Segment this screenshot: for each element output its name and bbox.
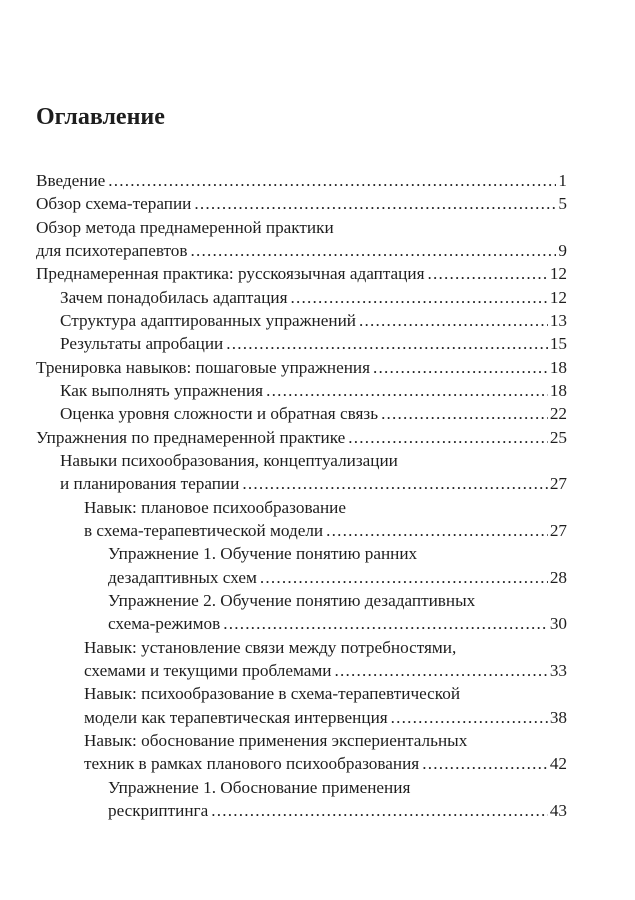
- dot-leader: [191, 239, 557, 262]
- toc-entry-title: Обзор схема-терапии: [36, 194, 192, 214]
- toc-entry[interactable]: [36, 402, 567, 425]
- toc-entry[interactable]: [36, 589, 567, 636]
- toc-page-number: 27: [549, 474, 567, 494]
- dot-leader: [266, 379, 548, 402]
- dot-leader: [108, 169, 556, 192]
- toc-page-number: 43: [549, 800, 567, 820]
- toc-entry-title: Введение: [36, 171, 106, 190]
- toc-entry-line: [84, 682, 567, 705]
- dot-leader: [194, 192, 556, 215]
- dot-leader: [359, 309, 548, 332]
- toc-entry[interactable]: [36, 309, 567, 332]
- toc-entry-line: [84, 496, 567, 519]
- toc-entry-line: [108, 776, 567, 799]
- toc-entry-line: [36, 169, 567, 192]
- toc-entry-title: Упражнение 1. Обоснование применения: [108, 777, 411, 797]
- dot-leader: [226, 332, 548, 355]
- toc-entry-title: Результаты апробации: [60, 334, 224, 354]
- toc-entry[interactable]: [36, 332, 567, 355]
- toc-entry-line: [36, 192, 567, 215]
- toc-entry-title: Оценка уровня сложности и обратная связь: [60, 404, 379, 424]
- toc-entry-title: Навык: плановое психообразование: [84, 497, 346, 517]
- toc-entry[interactable]: [36, 192, 567, 215]
- toc-entry-title: Обзор метода преднамеренной практики: [36, 217, 334, 237]
- dot-leader: [260, 566, 548, 589]
- dot-leader: [223, 612, 548, 635]
- toc-entry[interactable]: [36, 496, 567, 543]
- toc-entry[interactable]: [36, 636, 567, 683]
- toc-page-number: 25: [549, 427, 567, 447]
- dot-leader: [373, 356, 548, 379]
- toc-entry-line: [84, 636, 567, 659]
- toc-page-number: 38: [549, 707, 567, 727]
- dot-leader: [326, 519, 548, 542]
- toc-page-number: 9: [558, 240, 567, 260]
- toc-entry-title: Структура адаптированных упражнений: [60, 310, 356, 330]
- page-title: Оглавление: [36, 104, 165, 130]
- toc-entry-title: Навык: психообразование в схема-терапевтической: [84, 684, 461, 704]
- dot-leader: [381, 402, 548, 425]
- dot-leader: [242, 472, 547, 495]
- toc-entry[interactable]: [36, 216, 567, 263]
- dot-leader: [391, 706, 548, 729]
- toc-entry[interactable]: [36, 729, 567, 776]
- toc-entry-line: [60, 286, 567, 309]
- toc-entry-line: [36, 239, 567, 262]
- dot-leader: [427, 262, 547, 285]
- toc-page-number: 42: [549, 754, 567, 774]
- toc-entry-title: техник в рамках планового психообразования: [84, 754, 420, 774]
- toc-entry-line: [108, 799, 567, 822]
- toc-page-number: 22: [549, 404, 567, 424]
- toc-entry[interactable]: [36, 776, 567, 823]
- toc-entry[interactable]: [36, 426, 567, 449]
- toc-entry-line: [84, 659, 567, 682]
- toc-page-number: 18: [549, 380, 567, 400]
- toc-entry-title: Навык: обоснование применения экспериентальных: [84, 730, 468, 750]
- toc-page-number: 27: [549, 520, 567, 540]
- toc-entry-line: [60, 449, 567, 472]
- toc-entry-line: [36, 426, 567, 449]
- toc-entry-line: [84, 706, 567, 729]
- toc-entry-line: [60, 332, 567, 355]
- toc-entry-title: Упражнения по преднамеренной практике: [36, 427, 346, 447]
- dot-leader: [422, 752, 548, 775]
- toc-entry[interactable]: [36, 449, 567, 496]
- toc-entry-line: [36, 356, 567, 379]
- dot-leader: [211, 799, 548, 822]
- toc-page-number: 28: [549, 567, 567, 587]
- dot-leader: [334, 659, 547, 682]
- toc-entry-title: модели как терапевтическая интервенция: [84, 707, 388, 727]
- dot-leader: [291, 286, 548, 309]
- toc-entry-line: [108, 589, 567, 612]
- toc-entry-line: [36, 216, 567, 239]
- toc-page-number: 12: [549, 264, 567, 284]
- toc-page-number: 30: [549, 614, 567, 634]
- toc-entry-line: [60, 309, 567, 332]
- toc-entry-title: Тренировка навыков: пошаговые упражнения: [36, 357, 371, 377]
- toc-entry-title: Преднамеренная практика: русскоязычная адаптация: [36, 264, 425, 284]
- toc-entry-title: Зачем понадобилась адаптация: [60, 287, 288, 307]
- toc-entry-title: Как выполнять упражнения: [60, 380, 264, 400]
- toc-entry[interactable]: [36, 286, 567, 309]
- toc-entry-title: схема-режимов: [108, 614, 221, 634]
- toc-entry-line: [60, 472, 567, 495]
- toc-entry[interactable]: [36, 356, 567, 379]
- toc-entry-line: [60, 379, 567, 402]
- toc-entry-line: [108, 566, 567, 589]
- toc-entry-line: [108, 542, 567, 565]
- toc-entry-line: [84, 752, 567, 775]
- toc-entry-line: [84, 519, 567, 542]
- toc-entry-title: в схема-терапевтической модели: [84, 520, 324, 540]
- toc-page-number: 12: [549, 287, 567, 307]
- toc-entry-line: [36, 262, 567, 285]
- toc-entry-title: и планирования терапии: [60, 474, 240, 494]
- toc-page-number: 13: [549, 310, 567, 330]
- toc-entry-line: [84, 729, 567, 752]
- toc-page-number: 1: [558, 171, 567, 190]
- toc-page-number: 18: [549, 357, 567, 377]
- toc-page-number: 33: [549, 660, 567, 680]
- toc-entry-title: дезадаптивных схем: [108, 567, 257, 587]
- toc-entry-title: Навыки психообразования, концептуализации: [60, 450, 398, 470]
- toc-entry-title: схемами и текущими проблемами: [84, 660, 332, 680]
- toc-entry-title: Навык: установление связи между потребностями,: [84, 637, 457, 657]
- toc-entry-title: Упражнение 2. Обучение понятию дезадаптивных: [108, 590, 476, 610]
- toc-entry-title: для психотерапевтов: [36, 240, 188, 260]
- table-of-contents: [36, 169, 567, 822]
- toc-entry-title: рескриптинга: [108, 800, 209, 820]
- toc-entry[interactable]: [36, 262, 567, 285]
- toc-entry[interactable]: [36, 169, 567, 192]
- toc-entry-line: [60, 402, 567, 425]
- toc-page-number: 15: [549, 334, 567, 354]
- toc-page-number: 5: [558, 194, 567, 214]
- toc-entry-line: [108, 612, 567, 635]
- toc-entry[interactable]: [36, 682, 567, 729]
- toc-entry-title: Упражнение 1. Обучение понятию ранних: [108, 544, 418, 564]
- toc-entry[interactable]: [36, 379, 567, 402]
- toc-entry[interactable]: [36, 542, 567, 589]
- dot-leader: [348, 426, 548, 449]
